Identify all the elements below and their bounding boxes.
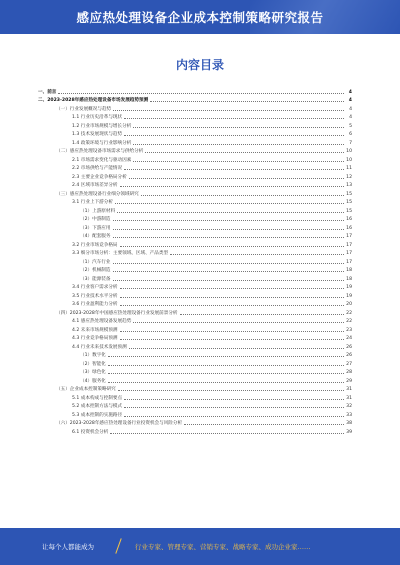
toc-leader-dots: [133, 126, 344, 128]
toc-page-number: 22: [346, 319, 352, 324]
toc-leader-dots: [145, 151, 344, 153]
toc-leader-dots: [110, 432, 344, 434]
toc-leader-dots: [120, 245, 344, 247]
toc-leader-dots: [124, 406, 344, 408]
toc-entry-text: 1.2 行业市场规模与增长分析: [72, 123, 132, 129]
toc-leader-dots: [118, 389, 344, 391]
toc-entry-text: （1）汽车行业: [80, 259, 111, 265]
toc-entry[interactable]: [34, 367, 352, 376]
toc-page-number: 28: [346, 370, 352, 375]
toc-entry[interactable]: [34, 384, 352, 393]
table-of-contents: [34, 86, 352, 435]
toc-entry[interactable]: [34, 205, 352, 214]
toc-page-number: 15: [346, 200, 352, 205]
toc-entry[interactable]: [34, 197, 352, 206]
toc-page-number: 19: [346, 293, 352, 299]
toc-entry[interactable]: [34, 137, 352, 146]
toc-page-number: 31: [346, 395, 352, 401]
toc-leader-dots: [184, 423, 344, 425]
toc-entry[interactable]: [34, 350, 352, 359]
toc-entry[interactable]: [34, 290, 352, 299]
toc-entry-text: （1）上游原材料: [80, 208, 116, 214]
toc-page-number: 17: [346, 251, 352, 256]
toc-leader-dots: [124, 117, 344, 119]
toc-page-number: 24: [346, 336, 352, 341]
toc-entry[interactable]: [34, 163, 352, 172]
report-title: 感应热处理设备企业成本控制策略研究报告: [76, 10, 324, 25]
toc-entry-text: 3.2 行业市场竞争格局: [72, 242, 118, 248]
toc-page-number: 11: [346, 166, 352, 171]
footer-divider: [115, 538, 121, 553]
toc-entry[interactable]: [34, 426, 352, 435]
toc-entry-text: 2.1 市场需求变化与驱动因素: [72, 157, 132, 163]
toc-page-number: 5: [349, 123, 352, 129]
toc-page-number: 4: [348, 98, 352, 103]
toc-leader-dots: [117, 211, 344, 213]
toc-page-number: 4: [349, 115, 352, 120]
toc-page-number: 18: [346, 268, 352, 273]
toc-entry-text: （3）绿色化: [80, 370, 106, 375]
toc-entry-text: 1.3 技术发展现状与趋势: [72, 132, 123, 137]
toc-entry-text: 3.4 行业客户需求分析: [72, 285, 118, 290]
toc-entry-text: （4）服务化: [80, 378, 106, 384]
toc-entry[interactable]: [34, 375, 352, 384]
toc-entry[interactable]: [34, 299, 352, 308]
toc-page-number: 22: [346, 310, 352, 316]
toc-entry-text: 5.1 成本构成与控制要点: [72, 395, 123, 401]
toc-page-number: 17: [346, 234, 352, 239]
toc-entry-text: 4.3 行业竞争格局预测: [72, 336, 118, 341]
toc-entry-text: 4.4 行业未来技术发展预测: [72, 344, 127, 350]
toc-page-number: 38: [346, 421, 352, 426]
toc-entry[interactable]: [34, 282, 352, 291]
footer-slogan-right: 行业专家、管理专家、营销专家、战略专家、成功企业家……: [135, 543, 311, 551]
toc-entry[interactable]: [34, 341, 352, 350]
toc-entry[interactable]: [34, 273, 352, 282]
toc-leader-dots: [115, 202, 344, 204]
toc-entry-text: 5.2 成本控制方法与模式: [72, 404, 123, 409]
toc-leader-dots: [150, 100, 344, 102]
toc-entry[interactable]: [34, 188, 352, 197]
toc-entry[interactable]: [34, 401, 352, 410]
toc-page-number: 10: [346, 149, 352, 154]
toc-page-number: 19: [346, 285, 352, 290]
toc-entry-text: 2.4 区域市场差异分析: [72, 183, 118, 188]
toc-entry-text: 6.1 投资机会分析: [72, 429, 109, 435]
page-footer: [0, 528, 400, 565]
toc-leader-dots: [120, 287, 344, 289]
toc-page-number: 10: [346, 157, 352, 163]
toc-leader-dots: [113, 236, 345, 238]
toc-entry[interactable]: [34, 358, 352, 367]
toc-entry-text: （1）数字化: [80, 353, 106, 358]
toc-page-number: 31: [346, 387, 352, 392]
toc-page-number: 12: [346, 174, 352, 180]
toc-leader-dots: [133, 321, 344, 323]
toc-entry-text: 4.2 未来市场规模预测: [72, 327, 118, 333]
toc-leader-dots: [133, 160, 344, 162]
toc-entry[interactable]: [34, 95, 352, 104]
toc-page-number: 16: [346, 217, 352, 222]
toc-page-number: 13: [346, 183, 352, 188]
toc-entry[interactable]: [34, 120, 352, 129]
toc-entry-text: （2）中游制造: [80, 217, 111, 222]
toc-leader-dots: [113, 279, 345, 281]
toc-leader-dots: [120, 330, 344, 332]
toc-page-number: 4: [349, 106, 352, 112]
toc-leader-dots: [108, 355, 344, 357]
toc-entry-text: 2.3 主要企业竞争格局分析: [72, 174, 127, 180]
toc-entry[interactable]: [34, 129, 352, 138]
toc-entry-text: 5.3 成本控制的实施路径: [72, 412, 123, 418]
toc-page-number: 15: [346, 191, 352, 197]
toc-leader-dots: [113, 109, 344, 111]
toc-page-number: 17: [346, 259, 352, 265]
toc-leader-dots: [108, 364, 344, 366]
toc-leader-dots: [124, 415, 344, 417]
toc-page-number: 7: [349, 140, 352, 146]
toc-page-number: 39: [346, 429, 352, 435]
toc-page-number: 17: [346, 242, 352, 248]
toc-entry[interactable]: [34, 214, 352, 223]
toc-entry-text: 1.4 政策环境与行业影响分析: [72, 140, 132, 146]
toc-entry[interactable]: [34, 324, 352, 333]
toc-entry[interactable]: [34, 256, 352, 265]
toc-page-number: 26: [346, 353, 352, 358]
toc-entry-text: （四）2023-2028年中国感应热处理设备行业发展前景分析: [56, 310, 178, 316]
toc-page-number: 6: [349, 132, 352, 137]
toc-entry[interactable]: [34, 392, 352, 401]
toc-entry[interactable]: [34, 222, 352, 231]
toc-page-number: 29: [346, 378, 352, 384]
toc-entry[interactable]: [34, 171, 352, 180]
toc-entry-text: （一）行业发展概况与趋势: [56, 106, 112, 112]
toc-entry[interactable]: [34, 103, 352, 112]
toc-page-number: 20: [346, 302, 352, 307]
toc-page-number: 18: [346, 276, 352, 282]
toc-leader-dots: [113, 219, 345, 221]
toc-leader-dots: [113, 228, 345, 230]
toc-page-number: 15: [346, 208, 352, 214]
toc-leader-dots: [58, 92, 344, 94]
toc-leader-dots: [180, 313, 344, 315]
toc-leader-dots: [129, 177, 344, 179]
toc-leader-dots: [141, 194, 344, 196]
toc-entry-text: 1.1 行业历史沿革与现状: [72, 115, 123, 120]
toc-leader-dots: [124, 134, 344, 136]
toc-leader-dots: [133, 143, 344, 145]
toc-leader-dots: [129, 347, 344, 349]
toc-page-number: 26: [346, 344, 352, 350]
toc-entry-text: （三）感应热处理设备行业细分领域研究: [56, 191, 139, 197]
toc-entry[interactable]: [34, 265, 352, 274]
toc-entry-text: （2）智能化: [80, 361, 106, 367]
toc-entry-text: 3.1 行业上下游分析: [72, 200, 113, 205]
toc-entry[interactable]: [34, 248, 352, 257]
toc-entry[interactable]: [34, 316, 352, 325]
toc-entry[interactable]: [34, 86, 352, 95]
toc-entry-text: （3）下游应用: [80, 225, 111, 231]
toc-entry-text: 3.6 行业盈利能力分析: [72, 302, 118, 307]
toc-entry[interactable]: [34, 418, 352, 427]
toc-entry[interactable]: [34, 112, 352, 121]
toc-entry-text: （二）感应热处理设备市场需求与供给分析: [56, 149, 144, 154]
toc-entry-text: 2.2 市场供给与产能情况: [72, 166, 123, 171]
toc-leader-dots: [113, 270, 345, 272]
toc-leader-dots: [124, 168, 344, 170]
toc-leader-dots: [108, 381, 344, 383]
toc-leader-dots: [120, 338, 344, 340]
toc-entry[interactable]: [34, 333, 352, 342]
toc-entry-text: （2）机械制造: [80, 268, 111, 273]
toc-entry[interactable]: [34, 409, 352, 418]
toc-leader-dots: [120, 296, 344, 298]
toc-entry[interactable]: [34, 146, 352, 155]
toc-entry-text: （4）配套服务: [80, 234, 111, 239]
toc-entry-text: （3）能源装备: [80, 276, 111, 282]
toc-entry-text: 4.1 感应热处理设备发展趋势: [72, 319, 132, 324]
toc-page-number: 33: [346, 412, 352, 418]
toc-page-number: 32: [346, 404, 352, 409]
toc-leader-dots: [108, 372, 344, 374]
toc-page-number: 4: [348, 89, 352, 95]
toc-entry-text: 3.5 行业技术水平分析: [72, 293, 118, 299]
toc-entry[interactable]: [34, 239, 352, 248]
toc-heading: 内容目录: [175, 58, 224, 72]
toc-leader-dots: [170, 253, 344, 255]
page-header: [0, 0, 400, 34]
toc-entry-text: （六）2023-2028年感应热处理设备行业投资机会与风险分析: [56, 421, 183, 426]
toc-entry-text: （五）企业成本控制策略研究: [56, 387, 116, 392]
toc-entry-text: 3.3 细分市场分析：主要领域、区域、产品类型: [72, 251, 169, 256]
toc-entry[interactable]: [34, 154, 352, 163]
toc-leader-dots: [113, 262, 345, 264]
toc-page-number: 23: [346, 327, 352, 333]
toc-entry-text: 一、前言: [38, 89, 57, 95]
toc-entry[interactable]: [34, 180, 352, 189]
toc-page-number: 27: [346, 361, 352, 367]
toc-entry[interactable]: [34, 231, 352, 240]
toc-leader-dots: [120, 185, 344, 187]
toc-entry[interactable]: [34, 307, 352, 316]
footer-slogan-left: 让每个人都能成为: [42, 543, 94, 551]
toc-leader-dots: [124, 398, 344, 400]
toc-page-number: 16: [346, 225, 352, 231]
toc-leader-dots: [120, 304, 344, 306]
toc-entry-text: 二、2023-2028年感应热处理设备市场发展趋势预测: [38, 98, 149, 103]
